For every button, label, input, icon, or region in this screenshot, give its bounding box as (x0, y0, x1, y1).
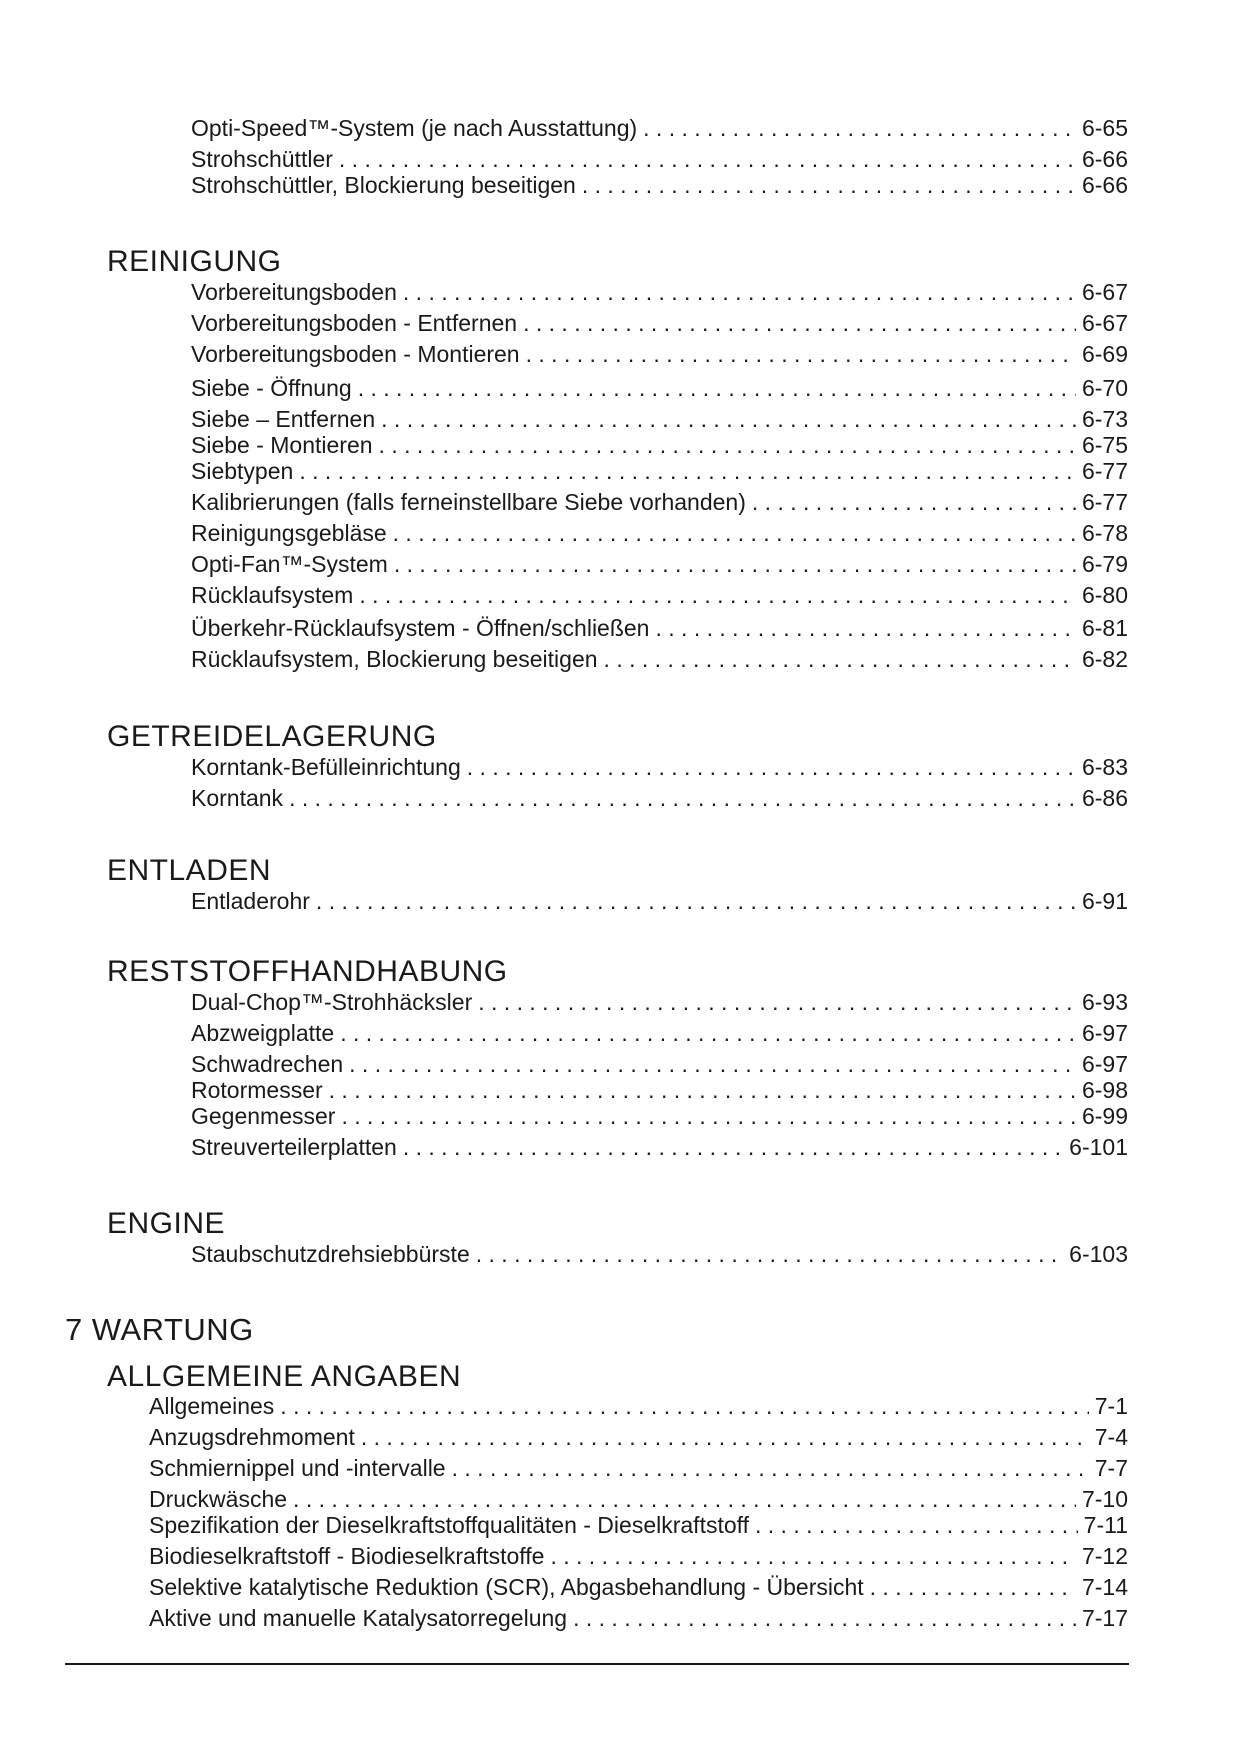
toc-entry[interactable] (191, 1103, 1128, 1129)
leader-dots (394, 551, 1076, 578)
toc-entry[interactable] (191, 1020, 1128, 1046)
toc-entry-label: Biodieselkraftstoff - Biodieselkraftstoffe (149, 1543, 550, 1570)
section-heading-entladen: ENTLADEN (107, 854, 272, 887)
toc-entry-label: Schmiernippel und -intervalle (149, 1455, 452, 1482)
toc-entry-label: Allgemeines (149, 1393, 280, 1420)
leader-dots (755, 1512, 1078, 1539)
toc-entry[interactable] (191, 785, 1128, 811)
toc-entry-page: 6-91 (1081, 888, 1128, 914)
toc-entry[interactable] (191, 432, 1128, 458)
leader-dots (316, 888, 1076, 915)
toc-entry-label: Aktive und manuelle Katalysatorregelung (149, 1605, 573, 1632)
chapter-heading-wartung: 7 WARTUNG (65, 1312, 254, 1347)
toc-entry[interactable] (149, 1605, 1128, 1631)
toc-entry-page: 7-7 (1094, 1455, 1128, 1481)
leader-dots (403, 279, 1076, 306)
toc-entry[interactable] (191, 375, 1128, 401)
toc-entry-label: Opti-Fan™-System (191, 551, 394, 578)
toc-entry[interactable] (191, 458, 1128, 484)
toc-entry-page: 7-14 (1081, 1574, 1128, 1600)
leader-dots (358, 375, 1076, 402)
toc-entry[interactable] (191, 172, 1128, 198)
toc-entry-label: Opti-Speed™-System (je nach Ausstattung) (191, 115, 643, 142)
toc-entry[interactable] (149, 1543, 1128, 1569)
toc-entry-page: 7-12 (1081, 1543, 1128, 1569)
toc-entry-page: 6-83 (1081, 754, 1128, 780)
toc-entry-label: Reinigungsgebläse (191, 520, 393, 547)
toc-entry-label: Strohschüttler, Blockierung beseitigen (191, 172, 582, 199)
toc-entry-page: 6-69 (1081, 341, 1128, 367)
leader-dots (289, 785, 1076, 812)
toc-entry[interactable] (191, 406, 1128, 432)
leader-dots (752, 489, 1076, 516)
toc-entry-page: 7-10 (1081, 1486, 1128, 1512)
toc-entry[interactable] (191, 115, 1128, 141)
leader-dots (523, 310, 1076, 337)
toc-entry-label: Vorbereitungsboden - Entfernen (191, 310, 523, 337)
toc-entry[interactable] (191, 754, 1128, 780)
toc-entry[interactable] (191, 646, 1128, 672)
toc-entry-page: 7-17 (1081, 1605, 1128, 1631)
toc-entry-label: Siebe – Entfernen (191, 406, 381, 433)
toc-entry[interactable] (191, 1051, 1128, 1077)
toc-entry-page: 6-77 (1081, 458, 1128, 484)
leader-dots (280, 1393, 1088, 1420)
toc-entry-label: Überkehr-Rücklaufsystem - Öffnen/schließen (191, 615, 655, 642)
leader-dots (526, 341, 1076, 368)
leader-dots (293, 1486, 1076, 1513)
toc-entry[interactable] (191, 989, 1128, 1015)
toc-entry-label: Dual-Chop™-Strohhäcksler (191, 989, 478, 1016)
toc-entry-page: 6-86 (1081, 785, 1128, 811)
leader-dots (393, 520, 1076, 547)
toc-entry[interactable] (191, 615, 1128, 641)
toc-entry-page: 6-78 (1081, 520, 1128, 546)
toc-entry-page: 6-93 (1081, 989, 1128, 1015)
toc-entry-page: 6-65 (1081, 115, 1128, 141)
toc-entry[interactable] (191, 341, 1128, 367)
toc-entry-label: Strohschüttler (191, 146, 339, 173)
toc-entry-label: Streuverteilerplatten (191, 1134, 403, 1161)
toc-entry[interactable] (191, 146, 1128, 172)
toc-entry[interactable] (191, 520, 1128, 546)
toc-entry[interactable] (149, 1393, 1128, 1419)
toc-entry-label: Vorbereitungsboden - Montieren (191, 341, 526, 368)
toc-entry[interactable] (191, 489, 1128, 515)
leader-dots (379, 432, 1076, 459)
toc-entry-page: 6-75 (1081, 432, 1128, 458)
toc-entry[interactable] (149, 1455, 1128, 1481)
leader-dots (550, 1543, 1075, 1570)
leader-dots (349, 1051, 1076, 1078)
toc-entry-page: 6-101 (1069, 1134, 1128, 1160)
toc-entry-page: 6-80 (1081, 582, 1128, 608)
toc-entry-label: Kalibrierungen (falls ferneinstellbare Siebe vorhanden) (191, 489, 752, 516)
toc-entry-label: Staubschutzdrehsiebbürste (191, 1241, 476, 1268)
toc-entry[interactable] (191, 1241, 1128, 1267)
toc-entry-label: Druckwäsche (149, 1486, 293, 1513)
toc-entry-label: Rotormesser (191, 1077, 329, 1104)
toc-entry[interactable] (191, 279, 1128, 305)
leader-dots (299, 458, 1076, 485)
toc-entry-label: Rücklaufsystem, Blockierung beseitigen (191, 646, 604, 673)
leader-dots (341, 1103, 1075, 1130)
toc-entry-page: 6-97 (1081, 1020, 1128, 1046)
toc-entry-page: 6-99 (1081, 1103, 1128, 1129)
toc-entry-page: 6-67 (1081, 279, 1128, 305)
leader-dots (339, 146, 1076, 173)
toc-entry-label: Korntank-Befülleinrichtung (191, 754, 467, 781)
toc-entry[interactable] (191, 1077, 1128, 1103)
toc-entry-label: Korntank (191, 785, 289, 812)
leader-dots (655, 615, 1075, 642)
leader-dots (476, 1241, 1063, 1268)
toc-entry-label: Abzweigplatte (191, 1020, 340, 1047)
toc-entry-page: 7-11 (1083, 1512, 1128, 1538)
toc-entry-page: 6-66 (1081, 146, 1128, 172)
toc-entry-page: 6-79 (1081, 551, 1128, 577)
toc-entry[interactable] (191, 310, 1128, 336)
toc-entry-page: 6-77 (1081, 489, 1128, 515)
leader-dots (381, 406, 1076, 433)
leader-dots (329, 1077, 1076, 1104)
toc-entry[interactable] (149, 1424, 1128, 1450)
footer-rule (65, 1663, 1129, 1665)
section-heading-engine: ENGINE (107, 1207, 226, 1240)
toc-entry[interactable] (191, 1134, 1128, 1160)
toc-entry-page: 6-98 (1081, 1077, 1128, 1103)
toc-entry[interactable] (149, 1512, 1128, 1538)
leader-dots (643, 115, 1076, 142)
toc-entry-label: Spezifikation der Dieselkraftstoffqualitäten - Dieselkraftstoff (149, 1512, 755, 1539)
toc-entry[interactable] (149, 1574, 1128, 1600)
toc-entry-page: 6-97 (1081, 1051, 1128, 1077)
toc-entry[interactable] (191, 888, 1128, 914)
section-heading-reststoffhandhabung: RESTSTOFFHANDHABUNG (107, 955, 508, 988)
toc-entry-label: Selektive katalytische Reduktion (SCR), Abgasbehandlung - Übersicht (149, 1574, 870, 1601)
toc-entry-label: Siebe - Montieren (191, 432, 379, 459)
leader-dots (359, 582, 1076, 609)
leader-dots (340, 1020, 1076, 1047)
leader-dots (573, 1605, 1076, 1632)
toc-entry-label: Siebe - Öffnung (191, 375, 358, 402)
leader-dots (604, 646, 1076, 673)
leader-dots (467, 754, 1076, 781)
toc-entry-page: 6-73 (1081, 406, 1128, 432)
toc-entry-label: Vorbereitungsboden (191, 279, 403, 306)
leader-dots (403, 1134, 1063, 1161)
toc-entry[interactable] (191, 551, 1128, 577)
toc-entry-label: Anzugsdrehmoment (149, 1424, 361, 1451)
leader-dots (582, 172, 1076, 199)
leader-dots (478, 989, 1076, 1016)
leader-dots (870, 1574, 1076, 1601)
toc-entry[interactable] (191, 582, 1128, 608)
leader-dots (452, 1455, 1089, 1482)
toc-entry-label: Gegenmesser (191, 1103, 341, 1130)
toc-entry-page: 6-103 (1069, 1241, 1128, 1267)
toc-entry-page: 7-4 (1094, 1424, 1128, 1450)
toc-entry-label: Entladerohr (191, 888, 316, 915)
section-heading-getreidelagerung: GETREIDELAGERUNG (107, 720, 437, 753)
toc-entry-page: 6-81 (1081, 615, 1128, 641)
toc-entry-label: Rücklaufsystem (191, 582, 359, 609)
toc-entry-label: Schwadrechen (191, 1051, 349, 1078)
toc-entry-label: Siebtypen (191, 458, 299, 485)
toc-entry-page: 6-66 (1081, 172, 1128, 198)
toc-entry-page: 7-1 (1094, 1393, 1128, 1419)
toc-entry-page: 6-82 (1081, 646, 1128, 672)
toc-entry-page: 6-67 (1081, 310, 1128, 336)
section-heading-allgemeine-angaben: ALLGEMEINE ANGABEN (107, 1360, 462, 1393)
toc-entry-page: 6-70 (1081, 375, 1128, 401)
leader-dots (361, 1424, 1089, 1451)
toc-entry[interactable] (149, 1486, 1128, 1512)
section-heading-reinigung: REINIGUNG (107, 245, 282, 278)
